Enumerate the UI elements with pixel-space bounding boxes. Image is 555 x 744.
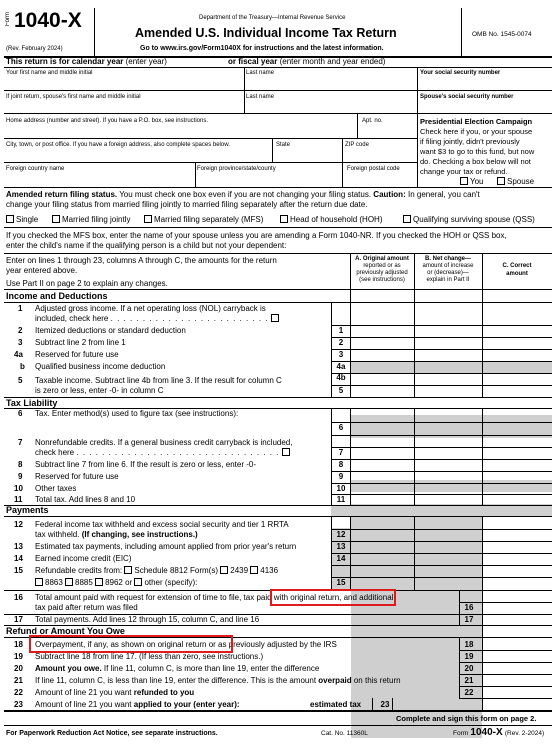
filing-status-instruction: Amended return filing status. You must check one box even if you are not changing your filing status. Caution: In general, you can't [6,190,480,199]
department: Department of the Treasury—Internal Revenue Service [199,15,346,21]
line-1-text: Adjusted gross income. If a net operating loss (NOL) carryback is [35,304,266,313]
omb-number: OMB No. 1545-0074 [472,31,532,38]
spouse-first-name-field[interactable]: If joint return, spouse's first name and middle initial [6,94,141,100]
line-15-text: Refundable credits from: Schedule 8812 Form(s) 2439 4136 [35,566,279,575]
foreign-postal-field[interactable]: Foreign postal code [347,166,400,172]
line-num-18: 18 [14,640,23,649]
columns-intro-1: Enter on lines 1 through 23, columns A through C, the amounts for the return [6,256,277,265]
column-b-header: B. Net change— amount of increase or (decrease)— explain in Part II [422,256,474,283]
line-num-19: 19 [14,652,23,661]
box-11: 11 [336,495,346,504]
pec-spouse-checkbox[interactable]: Spouse [497,177,534,187]
paperwork-notice: For Paperwork Reduction Act Notice, see separate instructions. [6,730,218,737]
pec-text-2: if filing jointly, didn't previously [420,137,520,146]
line-16-text-2: tax paid after return was filed [35,603,138,612]
section-payments: Payments [6,505,49,515]
line-3-text: Subtract line 2 from line 1 [35,338,126,347]
box-12: 12 [336,530,346,539]
box-18: 18 [464,640,474,649]
form-title: Amended U.S. Individual Income Tax Return [135,26,397,40]
line-21-text: If line 11, column C, is less than line 19, enter the difference. This is the amount overpaid on this return [35,676,401,685]
line-num-4b: b [20,362,25,371]
line-22-text: Amount of line 21 you want refunded to you [35,688,195,697]
column-a-header: A. Original amount reported or as previously adjusted (see instructions) [355,256,409,283]
instructions-link[interactable]: Go to www.irs.gov/Form1040X for instructions and the latest information. [140,45,384,52]
status-hoh[interactable]: Head of household (HOH) [280,215,383,225]
box-21: 21 [464,676,474,685]
home-address-field[interactable]: Home address (number and street). If you have a P.O. box, see instructions. [6,118,208,124]
pec-text-1: Check here if you, or your spouse [420,127,533,136]
line-num-4a: 4a [14,350,23,359]
box-13: 13 [336,542,346,551]
line-num-6: 6 [18,409,23,418]
line-7-text: Nonrefundable credits. If a general business credit carryback is included, [35,438,293,447]
box-7: 7 [338,448,344,457]
catalog-number: Cat. No. 11360L [321,730,368,737]
line-num-21: 21 [14,676,23,685]
status-qss[interactable]: Qualifying surviving spouse (QSS) [403,215,535,225]
footer-form-id: Form 1040-X (Rev. 2-2024) [453,727,545,738]
column-c-header: C. Correct amount [502,263,532,277]
line-num-12: 12 [14,520,23,529]
line-8-text: Subtract line 7 from line 6. If the result is zero or less, enter -0- [35,460,256,469]
last-name-field[interactable]: Last name [246,70,275,76]
box-17: 17 [464,615,474,624]
spouse-ssn-field[interactable]: Spouse's social security number [420,94,514,100]
columns-intro-3: Use Part II on page 2 to explain any changes. [6,279,168,288]
line-5-text-2: is zero or less, enter -0- in column C [35,386,164,395]
box-2: 2 [338,338,344,347]
line-num-14: 14 [14,554,23,563]
line-num-16: 16 [14,593,23,602]
box-14: 14 [336,554,346,563]
line-num-8: 8 [18,460,23,469]
line-num-2: 2 [18,326,23,335]
line-num-23: 23 [14,700,23,709]
line-num-9: 9 [18,472,23,481]
line-num-10: 10 [14,484,23,493]
box-6: 6 [338,423,344,432]
zip-field[interactable]: ZIP code [345,142,369,148]
filing-status-caution: change your filing status from married filing jointly to married filing separately after the return due date. [6,200,368,209]
line-10-text: Other taxes [35,484,77,493]
form-number: 1040-X [14,9,82,32]
status-single[interactable]: Single [6,215,38,225]
box-1: 1 [338,326,344,335]
highlight-overpayment [29,635,233,653]
box-10: 10 [336,484,346,493]
line-1-checkbox[interactable]: included, check here . . . . . . . . . . . . . . . . . . . . . . . . . [35,314,281,324]
line-11-text: Total tax. Add lines 8 and 10 [35,495,136,504]
line-9-text: Reserved for future use [35,472,119,481]
line-num-1: 1 [18,304,23,313]
form-prefix: Form [5,12,11,26]
pec-text-4: do. Checking a box below will not [420,157,531,166]
line-num-22: 22 [14,688,23,697]
box-23: 23 [380,700,390,709]
line-12-text-2: tax withheld. (If changing, see instructions.) [35,530,198,539]
city-field[interactable]: City, town, or post office. If you have a foreign address, also complete spaces below. [6,142,230,148]
line-2-text: Itemized deductions or standard deduction [35,326,186,335]
line-23-text: Amount of line 21 you want applied to your (enter year): [35,700,240,709]
line-17-text: Total payments. Add lines 12 through 15, column C, and line 16 [35,615,260,624]
highlight-tax-paid-original [270,589,396,606]
line-15-forms[interactable]: 8863 8885 8962 or other (specify): [35,578,197,588]
box-19: 19 [464,652,474,661]
columns-intro-2: year entered above. [6,266,78,275]
box-9: 9 [338,472,344,481]
foreign-province-field[interactable]: Foreign province/state/county [197,166,276,172]
line-num-13: 13 [14,542,23,551]
pec-text-5: change your tax or refund. [420,167,508,176]
line-num-15: 15 [14,566,23,575]
pec-you-checkbox[interactable]: You [460,177,484,187]
line-num-3: 3 [18,338,23,347]
mfs-instruction-2: enter the child's name if the qualifying person is a child but not your dependent: [6,241,287,250]
box-20: 20 [464,664,474,673]
foreign-country-field[interactable]: Foreign country name [6,166,65,172]
first-name-field[interactable]: Your first name and middle initial [6,70,93,76]
sign-note: Complete and sign this form on page 2. [396,714,537,723]
line-19-text: Subtract line 18 from line 17. (If less than zero, see instructions.) [35,652,264,661]
box-22: 22 [464,688,474,697]
apt-no-field[interactable]: Apt. no. [362,118,383,124]
line-4b-text: Qualified business income deduction [35,362,166,371]
line-5-text-1: Taxable income. Subtract line 4b from line 3. If the result for column C [35,376,282,385]
mfs-instruction-1: If you checked the MFS box, enter the name of your spouse unless you are amending a Form 1040-NR. If you checked the HOH or QSS box, [6,231,507,240]
ssn-field[interactable]: Your social security number [420,70,501,76]
line-16-text: Total amount paid with request for extension of time to file, tax paid with original return, and additional [35,593,394,602]
box-4b: 4b [336,373,346,382]
line-num-5: 5 [18,376,23,385]
line-num-11: 11 [14,495,23,504]
pec-title: Presidential Election Campaign [420,117,533,126]
form-header [4,6,552,58]
section-tax-liability: Tax Liability [6,398,58,408]
line-14-text: Earned income credit (EIC) [35,554,132,563]
box-8: 8 [338,460,344,469]
box-4a: 4a [336,362,346,371]
line-6-text: Tax. Enter method(s) used to figure tax (see instructions): [35,409,239,418]
fiscal-year-label: or fiscal year (enter month and year ended) [228,57,386,66]
calendar-year-label: This return is for calendar year (enter year) [6,57,167,66]
revision-date: (Rev. February 2024) [6,46,63,52]
status-mfj[interactable]: Married filing jointly [52,215,130,225]
section-income: Income and Deductions [6,291,108,301]
box-5: 5 [338,386,344,395]
line-num-20: 20 [14,664,23,673]
line-13-text: Estimated tax payments, including amount applied from prior year's return [35,542,297,551]
box-16: 16 [464,603,474,612]
line-7-checkbox[interactable]: check here . . . . . . . . . . . . . . . . . . . . . . . . . . . . . . . . [35,448,292,458]
line-18-text: Overpayment, if any, as shown on original return or as previously adjusted by the IRS [35,640,337,649]
section-refund: Refund or Amount You Owe [6,626,125,636]
box-3: 3 [338,350,344,359]
line-num-7: 7 [18,438,23,447]
box-15: 15 [336,578,346,587]
line-4a-text: Reserved for future use [35,350,119,359]
line-num-17: 17 [14,615,23,624]
state-field[interactable]: State [276,142,291,148]
line-20-text: Amount you owe. If line 11, column C, is more than line 19, enter the difference [35,664,320,673]
line-23-estimated-tax: estimated tax [310,700,362,709]
pec-text-3: want $3 to go to this fund, but now [420,147,535,156]
spouse-last-name-field[interactable]: Last name [246,94,275,100]
line-12-text: Federal income tax withheld and excess social security and tier 1 RRTA [35,520,289,529]
status-mfs[interactable]: Married filing separately (MFS) [144,215,263,225]
